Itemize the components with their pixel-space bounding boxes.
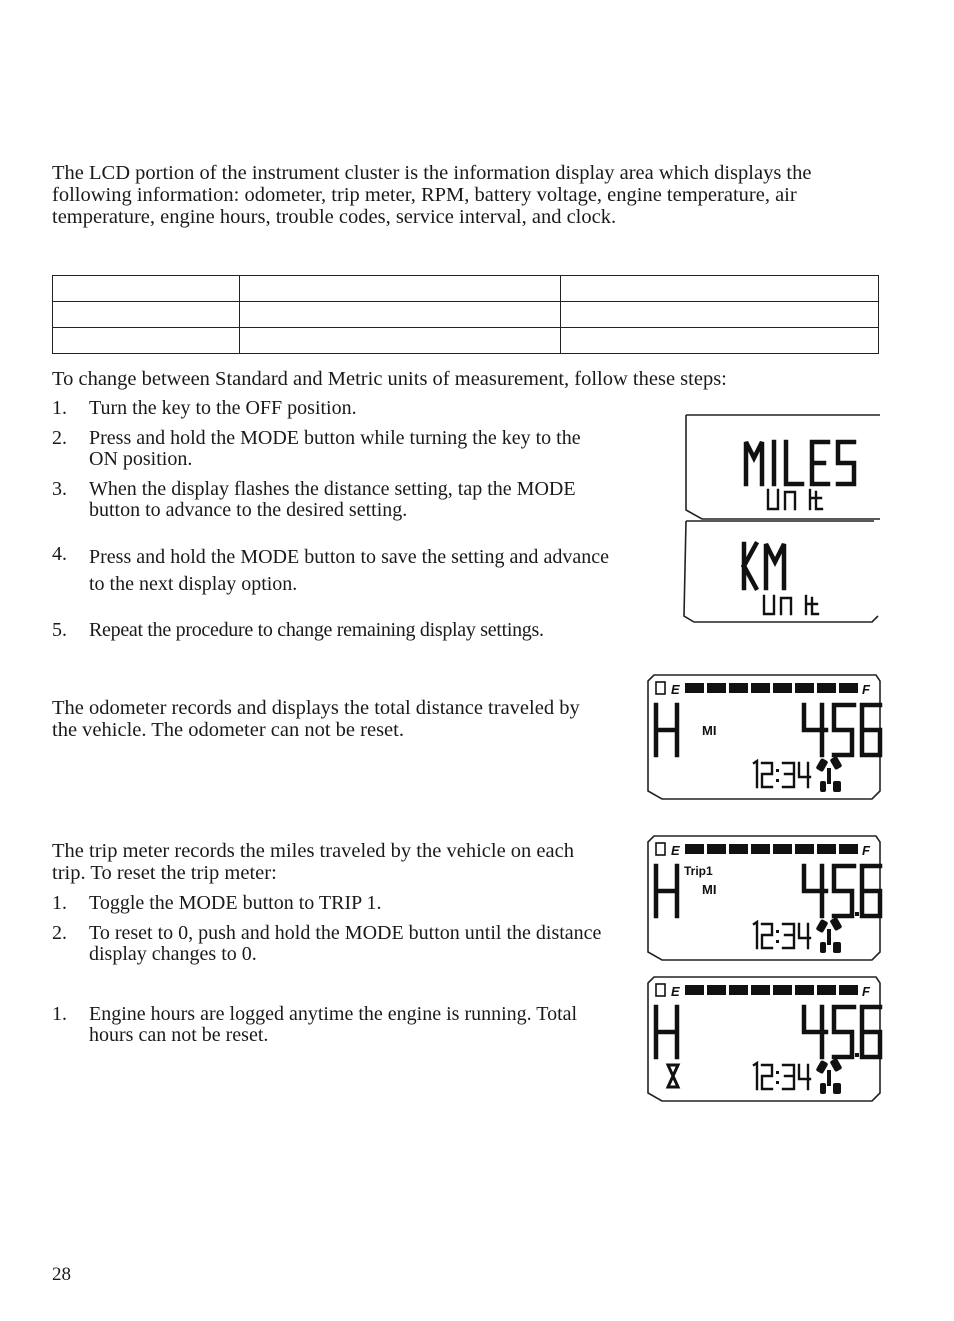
svg-text:F: F xyxy=(862,682,870,697)
page-number: 28 xyxy=(52,1264,71,1285)
svg-text:E: E xyxy=(671,984,680,999)
table-row xyxy=(53,328,879,354)
lcd-trip xyxy=(644,834,884,964)
svg-text:F: F xyxy=(862,984,870,999)
units-lead: To change between Standard and Metric units of measurement, follow these steps: xyxy=(52,368,727,390)
svg-text:E: E xyxy=(671,682,680,697)
intro-paragraph: The LCD portion of the instrument cluster is the information display area which displays the following information: odometer, trip meter, RPM, battery voltage, engine temperature, air temperature, engine hours, trouble codes, service interval, and clock. xyxy=(52,162,812,228)
odometer-paragraph: The odometer records and displays the total distance traveled by the vehicle. The odometer can not be reset. xyxy=(52,697,580,741)
table-row xyxy=(53,276,879,302)
info-table xyxy=(52,275,879,354)
trip-paragraph: The trip meter records the miles traveled by the vehicle on each trip. To reset the trip meter: xyxy=(52,840,574,884)
svg-text:Trip1: Trip1 xyxy=(684,864,713,878)
svg-text:F: F xyxy=(862,843,870,858)
lcd-miles-unit xyxy=(684,412,884,522)
svg-text:E: E xyxy=(671,843,680,858)
table-row xyxy=(53,302,879,328)
svg-text:MI: MI xyxy=(702,882,717,897)
lcd-odometer xyxy=(644,673,884,803)
svg-text:MI: MI xyxy=(702,723,717,738)
lcd-hours xyxy=(644,975,884,1105)
lcd-km-unit xyxy=(682,518,882,628)
